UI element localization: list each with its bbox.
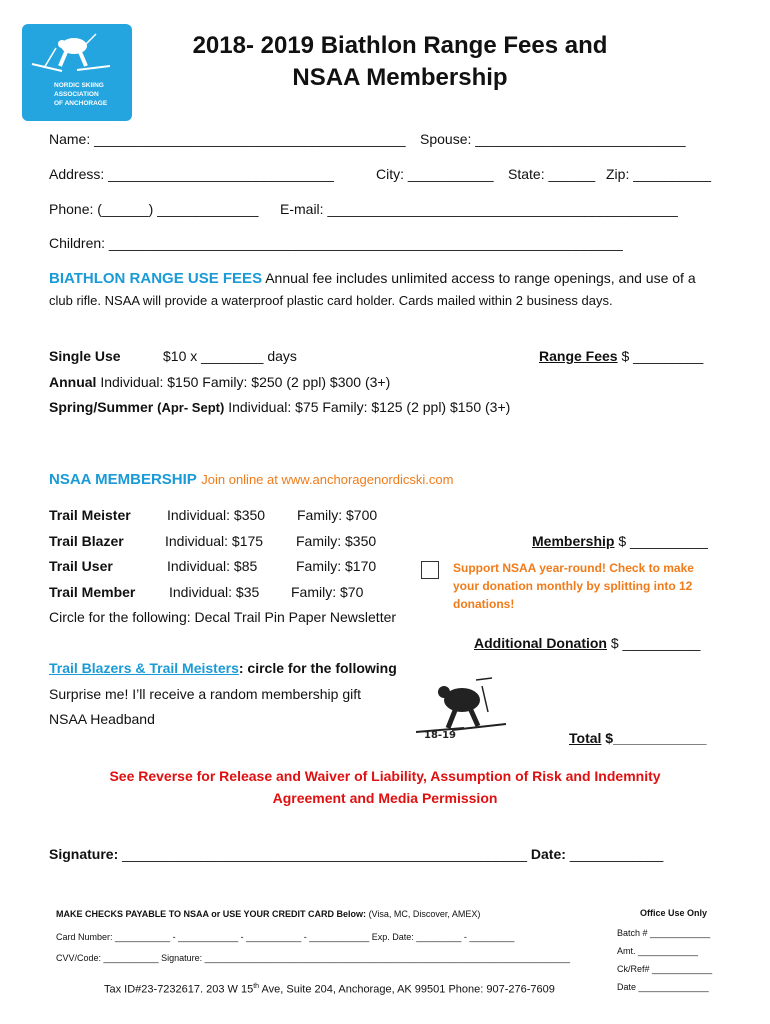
office-ckref: Ck/Ref# ____________: [617, 964, 713, 974]
support-text-1: Check to make: [609, 561, 694, 575]
city-field[interactable]: City: ___________: [376, 166, 494, 182]
office-use-title: Office Use Only: [640, 908, 708, 918]
signature-label: Signature:: [49, 846, 119, 862]
circle-options[interactable]: Circle for the following: Decal Trail Pin Paper Newsletter: [49, 609, 397, 625]
page-title: [140, 30, 660, 94]
logo-text-3: OF ANCHORAGE: [54, 100, 108, 107]
tier-name-user: Trail User: [49, 558, 113, 574]
join-online-link[interactable]: Join online at www.anchoragenordicski.com: [201, 472, 454, 487]
biathlon-intro: [49, 270, 696, 287]
biathlon-heading: BIATHLON RANGE USE FEES: [49, 270, 263, 287]
support-text-3: donations!: [453, 597, 515, 611]
membership-intro: [49, 471, 453, 489]
membership-heading: NSAA MEMBERSHIP: [49, 471, 197, 488]
single-use-days-field[interactable]: $10 x ________ days: [163, 348, 297, 364]
donation-blank: $ __________: [610, 635, 701, 651]
single-use-label: Single Use: [49, 348, 121, 364]
gift-headband[interactable]: NSAA Headband: [49, 711, 155, 727]
tier-ind-user: Individual: $85: [167, 558, 258, 574]
tier-name-blazer: Trail Blazer: [49, 533, 124, 549]
annual-prices: Individual: $150 Family: $250 (2 ppl) $300 (3+): [100, 374, 391, 390]
spouse-field[interactable]: Spouse: ___________________________: [420, 131, 686, 147]
total-blank: $____________: [605, 730, 707, 746]
title-line-2: NSAA Membership: [292, 64, 508, 91]
payment-heading: MAKE CHECKS PAYABLE TO NSAA or USE YOUR CREDIT CARD Below:: [56, 909, 367, 919]
additional-donation-total[interactable]: [474, 635, 700, 651]
name-field[interactable]: Name: ________________________________________: [49, 131, 406, 147]
footer-address: [104, 983, 555, 996]
nsaa-logo: [22, 24, 132, 121]
membership-blank: $ __________: [618, 533, 708, 549]
membership-label: Membership: [532, 533, 615, 549]
donation-label: Additional Donation: [474, 635, 607, 651]
email-field[interactable]: E-mail: _____________________________________________: [280, 201, 678, 217]
address-field[interactable]: Address: _____________________________: [49, 166, 334, 182]
tier-fam-member: Family: $70: [291, 584, 364, 600]
tier-ind-member: Individual: $35: [169, 584, 260, 600]
skier-logo-icon: [22, 24, 132, 84]
spring-row: [49, 399, 510, 415]
tier-ind-blazer: Individual: $175: [165, 533, 264, 549]
spring-months: (Apr- Sept): [157, 400, 225, 415]
spring-label: Spring/Summer: [49, 399, 154, 415]
biathlon-desc-1: Annual fee includes unlimited access to range openings, and use of a: [265, 270, 696, 286]
tier-fam-meister: Family: $700: [297, 507, 378, 523]
footer-th: th: [253, 983, 260, 990]
support-title: Support NSAA year-round!: [453, 561, 606, 575]
office-date: Date ______________: [617, 982, 709, 992]
zip-field[interactable]: Zip: __________: [606, 166, 712, 182]
cvv-signature-field[interactable]: CVV/Code: ___________ Signature: _________________________________________________________________________: [56, 953, 571, 963]
range-fees-blank: $ _________: [621, 348, 704, 364]
skier-graphic-icon: [412, 672, 508, 742]
waiver-line-2: Agreement and Media Permission: [272, 790, 498, 806]
logo-text-2: ASSOCIATION: [54, 91, 99, 98]
annual-row: [49, 374, 390, 390]
gift-heading: [49, 660, 397, 676]
membership-total[interactable]: [532, 533, 708, 549]
gift-surprise[interactable]: Surprise me! I’ll receive a random membership gift: [49, 686, 362, 702]
signature-date-label: Date:: [530, 846, 566, 862]
signature-date-line: ____________: [569, 846, 664, 862]
range-fees-label: Range Fees: [539, 348, 618, 364]
phone-field[interactable]: Phone: (______) _____________: [49, 201, 259, 217]
payment-heading-row: [56, 909, 480, 919]
support-text-2: your donation monthly by splitting into 12: [453, 579, 693, 593]
payment-cards: (Visa, MC, Discover, AMEX): [368, 909, 481, 919]
signature-row[interactable]: [49, 846, 663, 862]
logo-text-1: NORDIC SKIING: [54, 82, 104, 89]
gift-heading-rest: : circle for the following: [238, 660, 397, 676]
signature-line: ____________________________________________________: [122, 846, 528, 862]
office-batch: Batch # ____________: [617, 928, 711, 938]
biathlon-desc-2: club rifle. NSAA will provide a waterproof plastic card holder. Cards mailed within 2 business days.: [49, 293, 613, 308]
office-amount: Amt. ____________: [617, 946, 699, 956]
support-note: [453, 559, 743, 613]
spring-prices: Individual: $75 Family: $125 (2 ppl) $150 (3+): [228, 399, 511, 415]
annual-label: Annual: [49, 374, 97, 390]
footer-tax: Tax ID#23-7232617. 203 W 15: [104, 983, 254, 996]
footer-rest: Ave, Suite 204, Anchorage, AK 99501 Phone: 907-276-7609: [259, 983, 555, 996]
card-number-field[interactable]: Card Number: ___________ - ____________ - ___________ - ____________ Exp. Date: _________ - _________: [56, 932, 515, 942]
tier-name-member: Trail Member: [49, 584, 136, 600]
waiver-line-1: See Reverse for Release and Waiver of Liability, Assumption of Risk and Indemnity: [109, 768, 661, 784]
tier-name-meister: Trail Meister: [49, 507, 131, 523]
total-label: Total: [569, 730, 602, 746]
skier-badge-text: 18-19: [424, 730, 456, 741]
blazers-meisters-link[interactable]: Trail Blazers & Trail Meisters: [49, 660, 239, 676]
tier-fam-user: Family: $170: [296, 558, 377, 574]
title-line-1: 2018- 2019 Biathlon Range Fees and: [192, 32, 608, 59]
state-field[interactable]: State: ______: [508, 166, 596, 182]
children-field[interactable]: Children: __________________________________________________________________: [49, 235, 623, 251]
grand-total[interactable]: [569, 730, 707, 746]
tier-ind-meister: Individual: $350: [167, 507, 266, 523]
monthly-donation-checkbox[interactable]: [421, 561, 439, 579]
range-fees-total[interactable]: [539, 348, 703, 364]
tier-fam-blazer: Family: $350: [296, 533, 377, 549]
